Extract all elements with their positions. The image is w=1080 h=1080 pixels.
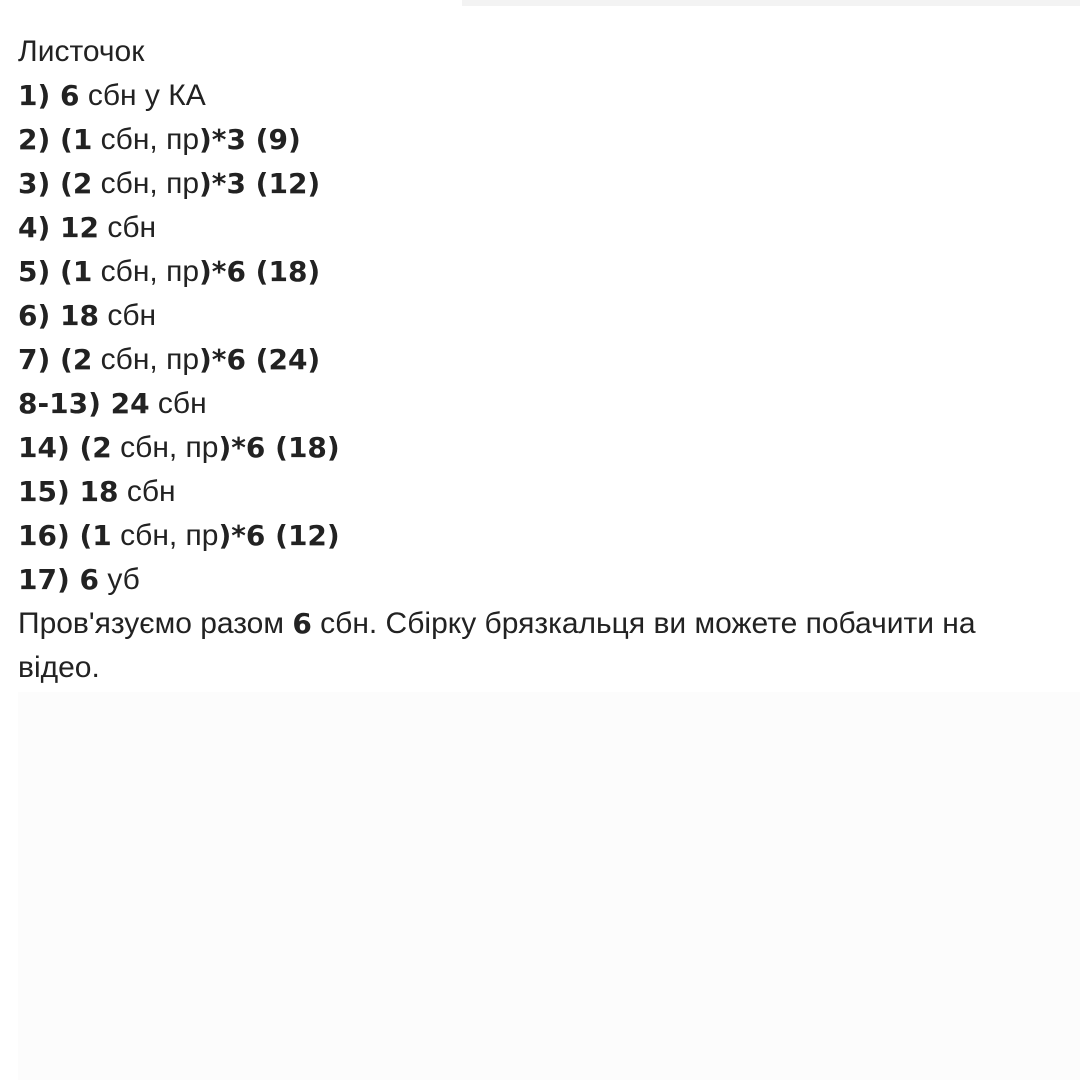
pattern-row: 14) (2 сбн, пр)*6 (18) <box>18 431 340 464</box>
pattern-text <box>18 30 1068 690</box>
pattern-title: Листочок <box>18 35 145 68</box>
pattern-row: 1) 6 сбн у КА <box>18 79 206 112</box>
blank-panel <box>18 692 1080 1080</box>
pattern-row: 7) (2 сбн, пр)*6 (24) <box>18 343 321 376</box>
top-strip <box>462 0 1080 6</box>
pattern-row: 16) (1 сбн, пр)*6 (12) <box>18 519 340 552</box>
pattern-row: 8-13) 24 сбн <box>18 387 207 420</box>
pattern-row: 3) (2 сбн, пр)*3 (12) <box>18 167 321 200</box>
pattern-row: 17) 6 уб <box>18 563 140 596</box>
pattern-row: 15) 18 сбн <box>18 475 176 508</box>
pattern-row: 2) (1 сбн, пр)*3 (9) <box>18 123 301 156</box>
pattern-row: 4) 12 сбн <box>18 211 157 244</box>
pattern-row: 5) (1 сбн, пр)*6 (18) <box>18 255 321 288</box>
assembly-note: Пров'язуємо разом 6 сбн. Сбірку брязкальця ви можете побачити на відео. <box>18 607 976 684</box>
pattern-row: 6) 18 сбн <box>18 299 157 332</box>
